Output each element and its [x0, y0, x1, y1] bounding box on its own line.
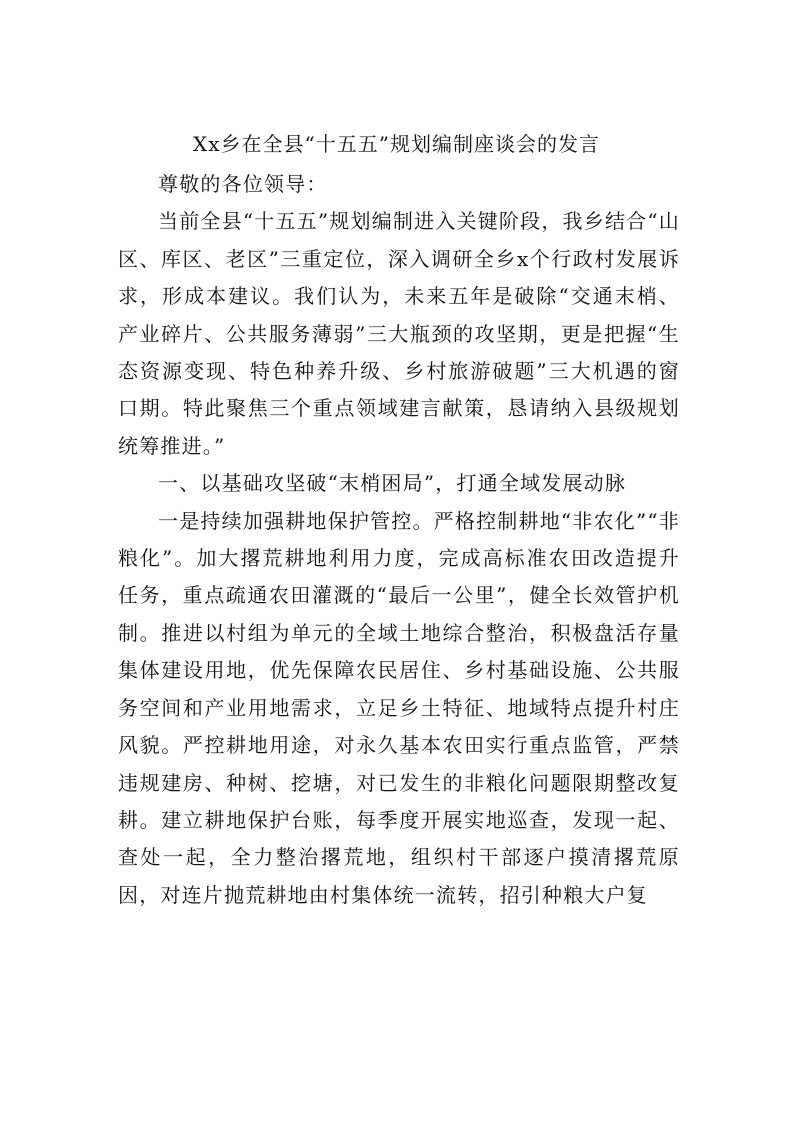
salutation-paragraph: 尊敬的各位领导： — [158, 172, 328, 196]
intro-paragraph: 当前全县“十五五”规划编制进入关键阶段，我乡结合“山区、库区、老区”三重定位，深入调研全乡x个行政村发展诉求，形成本建议。我们认为，未来五年是破除“交通末梢、产业碎片、公共服务薄弱”三大瓶颈的攻坚期，更是把握“生态资源变现、特色种养升级、乡村旅游破题”三大机遇的窗口期。特此聚焦三个重点领域建言献策，恳请纳入县级规划统筹推进。” — [118, 209, 680, 458]
document-body — [118, 166, 680, 914]
section-heading: 一、以基础攻坚破“末梢困局”，打通全域发展动脉 — [158, 471, 627, 496]
document-title: Xx乡在全县“十五五”规划编制座谈会的发言 — [193, 132, 600, 156]
body-paragraph: 一是持续加强耕地保护管控。严格控制耕地“非农化”“非粮化”。加大撂荒耕地利用力度，完成高标准农田改造提升任务，重点疏通农田灌溉的“最后一公里”，健全长效管护机制。推进以村组为单元的全域土地综合整治，积极盘活存量集体建设用地，优先保障农民居住、乡村基础设施、公共服务空间和产业用地需求，立足乡土特征、地域特点提升村庄风貌。严控耕地用途，对永久基本农田实行重点监管，严禁违规建房、种树、挖塘，对已发生的非粮化问题限期整改复耕。建立耕地保护台账，每季度开展实地巡查，发现一起、查处一起，全力整治撂荒地，组织村干部逐户摸清撂荒原因，对连片抛荒耕地由村集体统一流转，招引种粮大户复 — [118, 508, 680, 907]
